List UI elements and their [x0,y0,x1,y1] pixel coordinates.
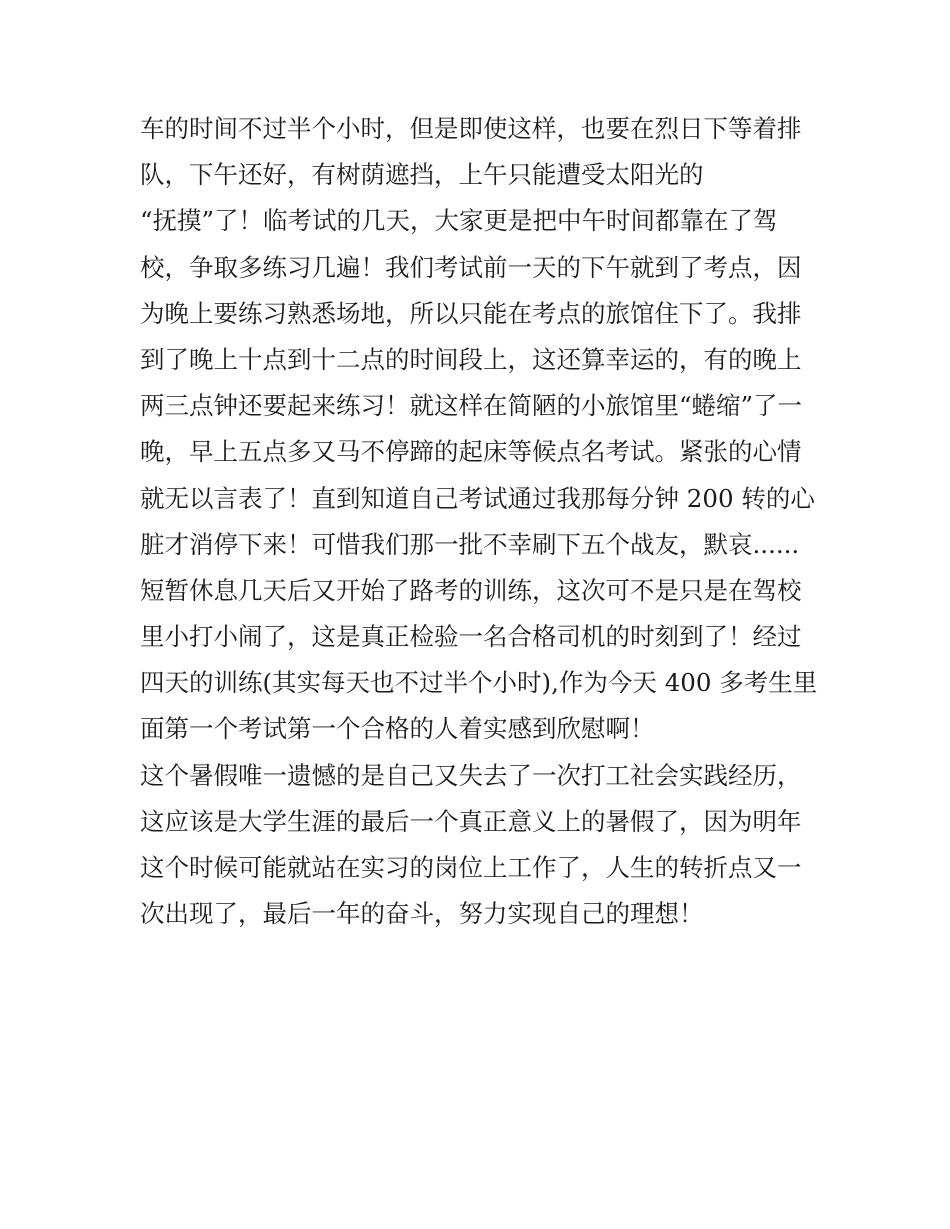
text-line: 为晚上要练习熟悉场地，所以只能在考点的旅馆住下了。我排 [140,298,802,328]
text-line: 里小打小闹了，这是真正检验一名合格司机的时刻到了！经过 [140,622,802,652]
text-line: 校，争取多练习几遍！我们考试前一天的下午就到了考点，因 [140,252,802,282]
text-line: 晚，早上五点多又马不停蹄的起床等候点名考试。紧张的心情 [140,437,802,467]
text-line: 面第一个考试第一个合格的人着实感到欣慰啊！ [140,714,655,744]
text-line: 两三点钟还要起来练习！就这样在简陋的小旅馆里“蜷缩”了一 [140,391,803,421]
text-line: “抚摸”了！临考试的几天，大家更是把中午时间都靠在了驾 [140,206,778,236]
text-line: 就无以言表了！直到知道自己考试通过我那每分钟 200 转的心 [140,483,815,513]
text-line: 这个暑假唯一遗憾的是自己又失去了一次打工社会实践经历， [140,760,802,790]
text-line: 这应该是大学生涯的最后一个真正意义上的暑假了，因为明年 [140,806,802,836]
text-line: 四天的训练(其实每天也不过半个小时),作为今天 400 多考生里 [140,668,818,698]
text-line: 车的时间不过半个小时，但是即使这样，也要在烈日下等着排 [140,114,802,143]
text-line: 短暂休息几天后又开始了路考的训练，这次可不是只是在驾校 [140,575,802,605]
text-line: 队，下午还好，有树荫遮挡，上午只能遭受太阳光的 [140,160,704,190]
text-line: 到了晚上十点到十二点的时间段上，这还算幸运的，有的晚上 [140,344,802,374]
text-line: 次出现了，最后一年的奋斗，努力实现自己的理想！ [140,899,704,929]
body-text [140,106,820,937]
text-line: 脏才消停下来！可惜我们那一批不幸刷下五个战友，默哀...... [140,529,800,559]
text-line: 这个时候可能就站在实习的岗位上工作了，人生的转折点又一 [140,853,802,882]
